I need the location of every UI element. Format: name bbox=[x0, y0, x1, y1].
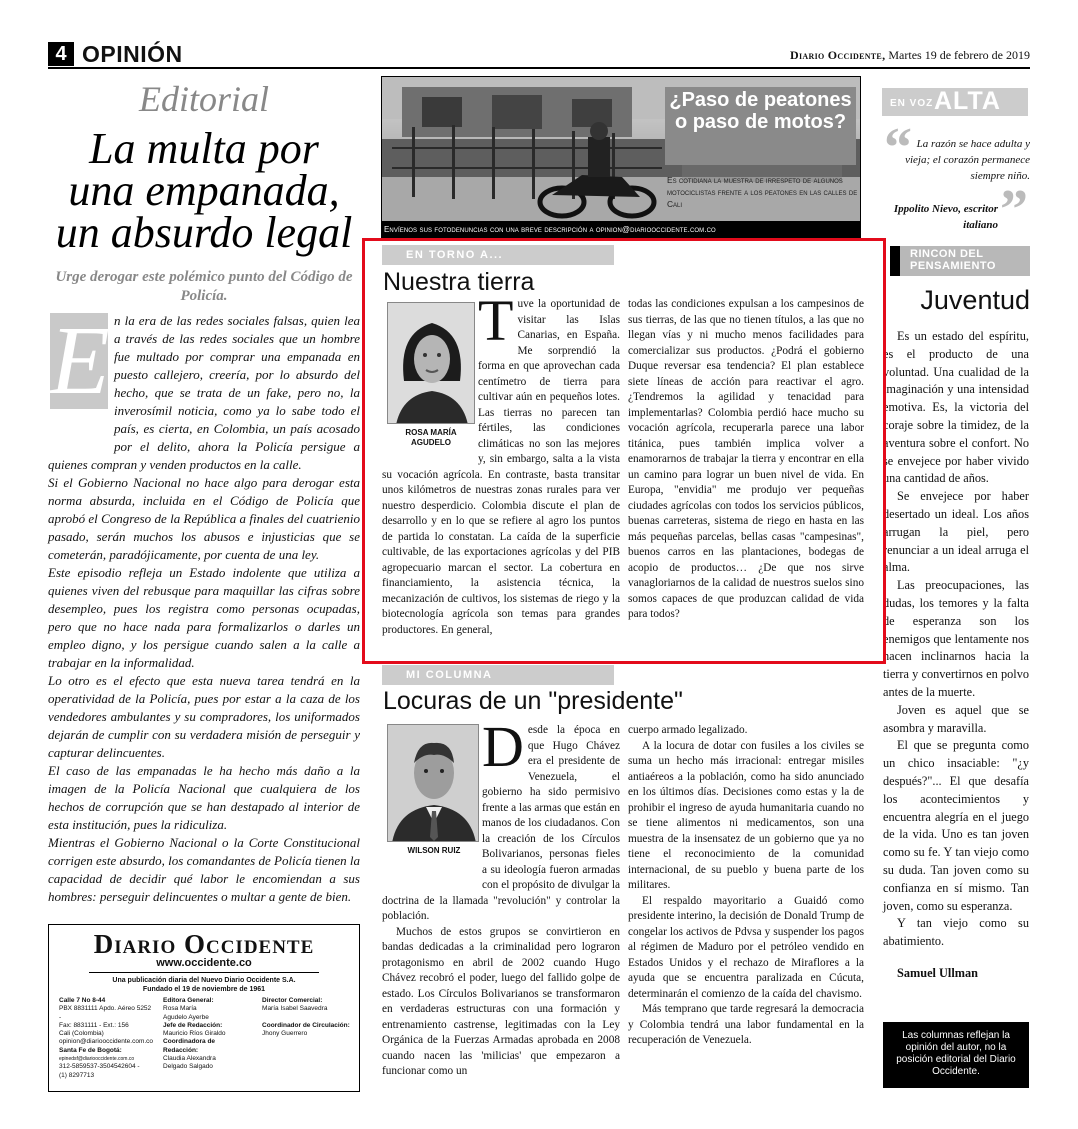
locuras-paragraph: Más temprano que tarde regresará la democracia y Colombia tendrá una labor fundamental en la recuperación de Venezuela. bbox=[628, 1003, 864, 1046]
locuras-paragraph: Muchos de estos grupos se convirtieron en bandas dedicadas a la criminalidad pero lograron protagonismo en abril de 2002 cuando Hugo Chávez recobró el poder, luego del fallido golpe de estado. Los Círculos Bolivarianos se transformaron en verdaderas estructuras con una formación y entrenamiento castrense, legitimadas con la Ley Orgánica de la Fuerzas Armadas aprobada en 2008 cuando nacen las 'milicias' que empezaron a funcionar como un bbox=[382, 925, 620, 1077]
contact-line: Cali (Colombia) bbox=[59, 1030, 104, 1038]
masthead-name: Diario Occidente bbox=[93, 929, 315, 959]
juventud-signature: Samuel Ullman bbox=[897, 965, 978, 980]
disclaimer-box: Las columnas reflejan la opinión del autor, no la posición editorial del Diario Occidente. bbox=[883, 1022, 1029, 1088]
staff-role: Coordinador de Circulación: bbox=[262, 1021, 350, 1029]
label-big: ALTA bbox=[934, 87, 1001, 115]
staff-role: Redacción: bbox=[163, 1046, 199, 1054]
publication-line: Fundado el 19 de noviembre de 1961 bbox=[142, 986, 266, 993]
locuras-col2 bbox=[628, 723, 864, 1049]
page-number: 4 bbox=[48, 42, 74, 66]
contact-line: 312-5859537-3504542604 - bbox=[59, 1063, 140, 1071]
photo-description: Es cotidiana la muestra de irrespeto de algunos motociclistas frente a los peatones en las calles de Cali bbox=[667, 175, 858, 209]
staff-name: Claudia Alexandra bbox=[163, 1055, 216, 1063]
masthead-url[interactable]: www.occidente.co bbox=[156, 957, 252, 969]
nuestra-tierra-dropcap: T bbox=[478, 288, 514, 353]
locuras-text: esde la época en que Hugo Chávez era el presidente de Venezuela, el gobierno ha sido permisivo frente a las armas que están en manos de los ciudadanos. Con la creación de los Círculos Bolivarianos, personas fieles a su ideología fueron armadas con el propósito de divulgar la doctrina de la llamada "revolución" y controlar la población. bbox=[382, 724, 621, 922]
locuras-title: Locuras de un "presidente" bbox=[383, 687, 683, 715]
locuras-dropcap: D bbox=[482, 714, 524, 779]
paper-dateline bbox=[790, 48, 1030, 63]
juventud-title: Juventud bbox=[920, 285, 1030, 315]
quote-text: La razón se hace adulta y vieja; el corazón permanece siempre niño. bbox=[905, 138, 1030, 182]
juventud-paragraph: Es un estado del espíritu, es el producto de una voluntad. Una cualidad de la imaginación y una intensidad emotiva. Es, la victoria del coraje sobre la timidez, de la aventura sobre el confort. No se envejece por haber vivido una cantidad de años. bbox=[883, 329, 1029, 486]
photo-headline-box: ¿Paso de peatones o paso de motos? bbox=[665, 87, 856, 165]
juventud-paragraph: Las preocupaciones, las dudas, los temores y la falta de esperanza son los enemigos que lentamente nos hacen inclinarnos hacia la tierra y convertirnos en polvo antes de la muerte. bbox=[883, 578, 1029, 699]
staff-name: Agudelo Ayerbe bbox=[163, 1013, 209, 1021]
editorial-kicker: Editorial bbox=[138, 79, 269, 119]
issue-date: Martes 19 de febrero de 2019 bbox=[885, 48, 1030, 62]
staff-role: Editora General: bbox=[163, 997, 214, 1004]
editorial-paragraph: Este episodio refleja un Estado indolente que utiliza a quienes viven del rebusque para maquillar las cifras sobre desempleo, pues los registra como personas ocupadas, pero que no hace nada para formalizarlos o darles un empleo digno, y los persigue cuando salen a la calle a trabajar en la informalidad. bbox=[48, 565, 360, 670]
editorial-paragraph: Si el Gobierno Nacional no hace algo para derogar esta norma absurda, incluida en el Código de Policía que aprobó el Congreso de la República a finales del cuatrienio pasado, serán muchos los abusos e injusticias que se cometerán, paradójicamente, por cuenta de una ley. bbox=[48, 475, 360, 562]
editorial-paragraph: n la era de las redes sociales falsas, quien lea a través de las redes sociales que un hombre fue multado por comprar una empanada en puesto callejero, creería, por lo absurdo del hecho, que se trata de un fake, pero no, la inverosímil noticia, como ya lo sabe todo el país, es cierta, en Colombia, un país acosado por el delito, ahora la Policía persigue a quienes compran y venden productos en la calle. bbox=[48, 313, 360, 472]
contact-email[interactable]: opinion@diariooccidente.com.co bbox=[59, 1038, 154, 1046]
staff-name: Delgado Salgado bbox=[163, 1063, 213, 1071]
nuestra-tierra-kicker: EN TORNO A... bbox=[382, 245, 614, 265]
editorial-subtitle: Urge derogar este polémico punto del Código de Policía. bbox=[55, 269, 353, 304]
editorial-title-line: un absurdo legal bbox=[55, 208, 353, 257]
nuestra-tierra-title: Nuestra tierra bbox=[383, 268, 535, 296]
locuras-kicker: MI COLUMNA bbox=[382, 665, 614, 685]
juventud-body bbox=[883, 328, 1029, 983]
masthead-contact bbox=[59, 997, 153, 1080]
editorial-paragraph: El caso de las empanadas le ha hecho más daño a la imagen de la Policía Nacional que cualquiera de los hechos de corrupción que se han destapado al interior de esta institución, pues la ridiculiza. bbox=[48, 763, 360, 832]
staff-role: Coordinadora de bbox=[163, 1038, 216, 1046]
juventud-paragraph: Se envejece por haber desertado un ideal. Los años arrugan la piel, pero renunciar a un ideal arruga el alma. bbox=[883, 489, 1029, 575]
publication-line: Una publicación diaria del Nuevo Diario Occidente S.A. bbox=[112, 977, 296, 984]
locuras-paragraph: El respaldo mayoritario a Guaidó como presidente interino, la decisión de Donald Trump de congelar los activos de Pdvsa y suspender los pagos al régimen de Maduro por el petróleo vendido en Estados Unidos y el rechazo de Miraflores a la ayuda que se encuentra paralizada en Cúcuta, determinarán el comienzo de la caída del chavismo. bbox=[628, 894, 864, 1000]
photo-submission-strip: Envíenos sus fotodenuncias con una breve descripción a opinion@diariooccidente.com.co bbox=[381, 222, 861, 238]
staff-role: Jefe de Redacción: bbox=[163, 1021, 223, 1029]
staff-role: Director Comercial: bbox=[262, 997, 323, 1004]
editorial-title bbox=[48, 124, 360, 257]
page-header bbox=[48, 42, 1030, 66]
photo-spacer bbox=[382, 297, 478, 462]
staff-name: Jhony Guerrero bbox=[262, 1030, 308, 1038]
contact-line: Santa Fe de Bogotá: bbox=[59, 1046, 122, 1054]
staff-name: Mauricio Ríos Giraldo bbox=[163, 1030, 226, 1038]
locuras-col1 bbox=[382, 714, 621, 1080]
nuestra-tierra-text: uve la oportunidad de visitar las Islas Canarias, en España. Me sorprendió la forma en que aprovechan cada centímetro de tierra para cultivar aún en pequeños lotes. Las tierras no parecen tan fértiles, las condiciones climáticas no son las mejores y, sin embargo, salta a la vista su vocación agrícola. En contraste, basta transitar unos kilómetros de nuestras zonas rurales para ver nuestro desperdicio. Colombia discute el plan de desarrollo y en lo que se refiere al agro los puntos de partida lo constatan. La caída de la superficie cultivable, de las exportaciones agrícolas y del PIB agropecuario marcan el sector. La cobertura en financiamiento, la asistencia técnica, la mecanización de cultivos, los sistemas de riego y la biotecnología agrícola son temas para grandes productores. En general, bbox=[382, 298, 620, 636]
rincon-tab bbox=[890, 246, 900, 276]
editorial-paragraph: Mientras el Gobierno Nacional o la Corte Constitucional corrigen este absurdo, los comandantes de Policía tienen la capacidad de decidir qué labor le encomiendan a sus hombres: perseguir delincuentes o multar a gente de bien. bbox=[48, 835, 360, 904]
contact-line: Calle 7 No 8-44 bbox=[59, 997, 106, 1004]
staff-name: María Isabel Saavedra bbox=[262, 1005, 328, 1013]
juventud-paragraph: Joven es aquel que se asombra y maravilla. bbox=[883, 702, 1029, 735]
rincon-label: RINCON DEL PENSAMIENTO bbox=[900, 246, 1030, 276]
juventud-paragraph: El que se pregunta como un chico insaciable: "¿y después?"... El que desafía los acontecimientos y encuentra alegría en el juego de la vida. Uno es tan joven como su fe. Y tan viejo como su duda. Tan joven como su confianza en sí mismo. Tan joven, como su esperanza. bbox=[883, 738, 1029, 913]
header-rule bbox=[48, 67, 1030, 69]
author-name: ROSA MARÍA AGUDELO bbox=[405, 428, 457, 447]
editorial-dropcap: E bbox=[50, 307, 110, 415]
nuestra-tierra-col2: todas las condiciones expulsan a los campesinos de sus tierras, de las que no tienen títulos, a las que no llegan vías y ni mucho menos facilidades para comercializar sus productos. ¿Podrá el gobierno Duque reversar esa tendencia? El plan establece siete líneas de acción para reactivar el agro. ¿Tendremos la agilidad y tenacidad para implementarlas? Colombia perdió hace mucho su vocación agrícola, recuperarla parece una labor titánica, pues también implica volver a enamorarnos de trabajar la tierra y encontrar en ella un camino para lograr un buen nivel de vida. En Europa, "envidia" me produjo ver pequeñas ciudades agrícolas con todos los servicios públicos, buenas carreteras, sistema de riego en hasta en las más pequeñas parcelas, bellas casas "campesinas", buenos carros en las plantaciones, bodegas de acopio de productos… ¿De que nos sirve vanagloriarnos de la calidad de nuestros suelos sino somos capaces de que produzcan calidad de vida para todos? bbox=[628, 298, 864, 620]
contact-line: (1) 8297713 bbox=[59, 1071, 95, 1079]
masthead-box bbox=[48, 924, 360, 1092]
open-quote-icon: “ bbox=[884, 117, 912, 179]
masthead-publication bbox=[49, 976, 359, 994]
editorial-paragraph: Lo otro es el efecto que esta nueva tarea tendrá en la operatividad de la Policía, pues por estar a la caza de los vendedores ambulantes y su compradores, los uniformados dejarán de cumplir con su verdadera misión de perseguir y capturar delincuentes. bbox=[48, 673, 360, 760]
paper-name: Diario Occidente, bbox=[790, 48, 886, 62]
close-quote-icon: ” bbox=[1000, 179, 1028, 241]
contact-email[interactable]: epinedsf@diariooccidente.com.co bbox=[59, 1056, 135, 1063]
editorial-title-line: La multa por bbox=[89, 124, 319, 173]
nuestra-tierra-col1 bbox=[382, 288, 620, 638]
quote-author: Ippolito Nievo, escritor italiano bbox=[893, 203, 998, 231]
label-small: EN VOZ bbox=[890, 98, 934, 109]
en-voz-alta-label bbox=[882, 88, 1028, 116]
staff-name: Rosa María bbox=[163, 1005, 197, 1013]
masthead-columns bbox=[59, 997, 351, 1080]
photo-spacer bbox=[382, 723, 482, 883]
author-name: WILSON RUIZ bbox=[407, 846, 461, 855]
masthead-commercial bbox=[262, 997, 351, 1080]
section-title: OPINIÓN bbox=[82, 41, 183, 67]
contact-line: Fax: 8831111 - Ext.: 156 bbox=[59, 1021, 129, 1029]
locuras-paragraph: cuerpo armado legalizado. bbox=[628, 724, 748, 736]
juventud-paragraph: Y tan viejo como su abatimiento. bbox=[883, 916, 1029, 949]
contact-line: PBX 8831111 Apdo. Aéreo 5252 - bbox=[59, 1005, 152, 1021]
editorial-title-line: una empanada, bbox=[68, 166, 340, 215]
locuras-paragraph: A la locura de dotar con fusiles a los civiles se suma un hecho más irracional: entregar misiles antiaéreos a la población, como ha sido anunciado en los últimos días. Decisiones como estas y la de prohibir el ingreso de ayuda humanitaria cuando no se tiene alimentos ni medicamentos, son una muestra de la insensatez de un gobierno que ya no tiene el reconocimiento de la comunidad internacional, de su pueblo y buena parte de los militares. bbox=[628, 739, 864, 891]
masthead-editors bbox=[163, 997, 252, 1080]
masthead-rule bbox=[89, 972, 319, 973]
